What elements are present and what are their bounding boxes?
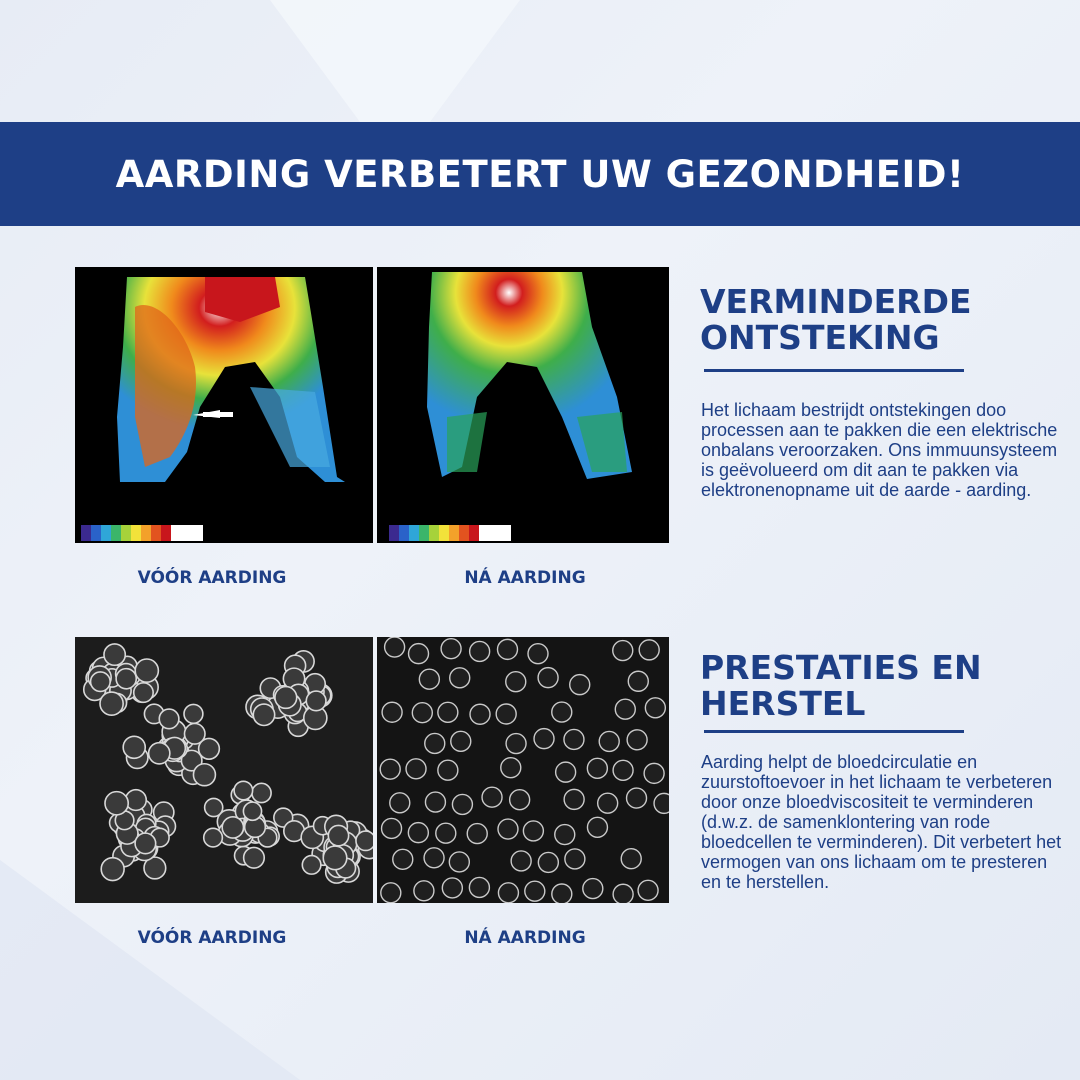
after-label-1: NÁ AARDING bbox=[464, 568, 586, 588]
bloodcell-image-after bbox=[377, 637, 669, 903]
bloodcell-image-before bbox=[75, 637, 373, 903]
bloodcell-image-pair bbox=[75, 637, 669, 903]
title-banner bbox=[0, 122, 1080, 226]
section2-body: Aarding helpt de bloedcirculatie en zuurstoftoevoer in het lichaam te verbeteren door onze bloedviscositeit te verminderen (d.w.z. de samenklontering van rode bloedcellen te verminderen). Dit verbetert het vermogen van ons lichaam om te presteren en te herstellen. bbox=[701, 752, 1062, 892]
page-title: AARDING VERBETERT UW GEZONDHEID! bbox=[115, 152, 965, 196]
before-label-1: VÓÓR AARDING bbox=[137, 568, 287, 588]
before-label-2: VÓÓR AARDING bbox=[137, 928, 287, 948]
after-label-2: NÁ AARDING bbox=[464, 928, 586, 948]
section1-heading: VERMINDERDE ONTSTEKING bbox=[700, 282, 972, 357]
thermal-image-before bbox=[75, 267, 373, 543]
section1-body: Het lichaam bestrijdt ontstekingen doo processen aan te pakken die een elektrische onbalans veroorzaken. Ons immuunsysteem is geëvolueerd om dit aan te pakken via elektronenopname uit de aarde - aarding. bbox=[701, 400, 1058, 500]
section2-divider bbox=[704, 730, 964, 733]
thermal-image-pair bbox=[75, 267, 669, 543]
section2-heading: PRESTATIES EN HERSTEL bbox=[700, 648, 982, 723]
thermal-image-after bbox=[377, 267, 669, 543]
section1-divider bbox=[704, 369, 964, 372]
